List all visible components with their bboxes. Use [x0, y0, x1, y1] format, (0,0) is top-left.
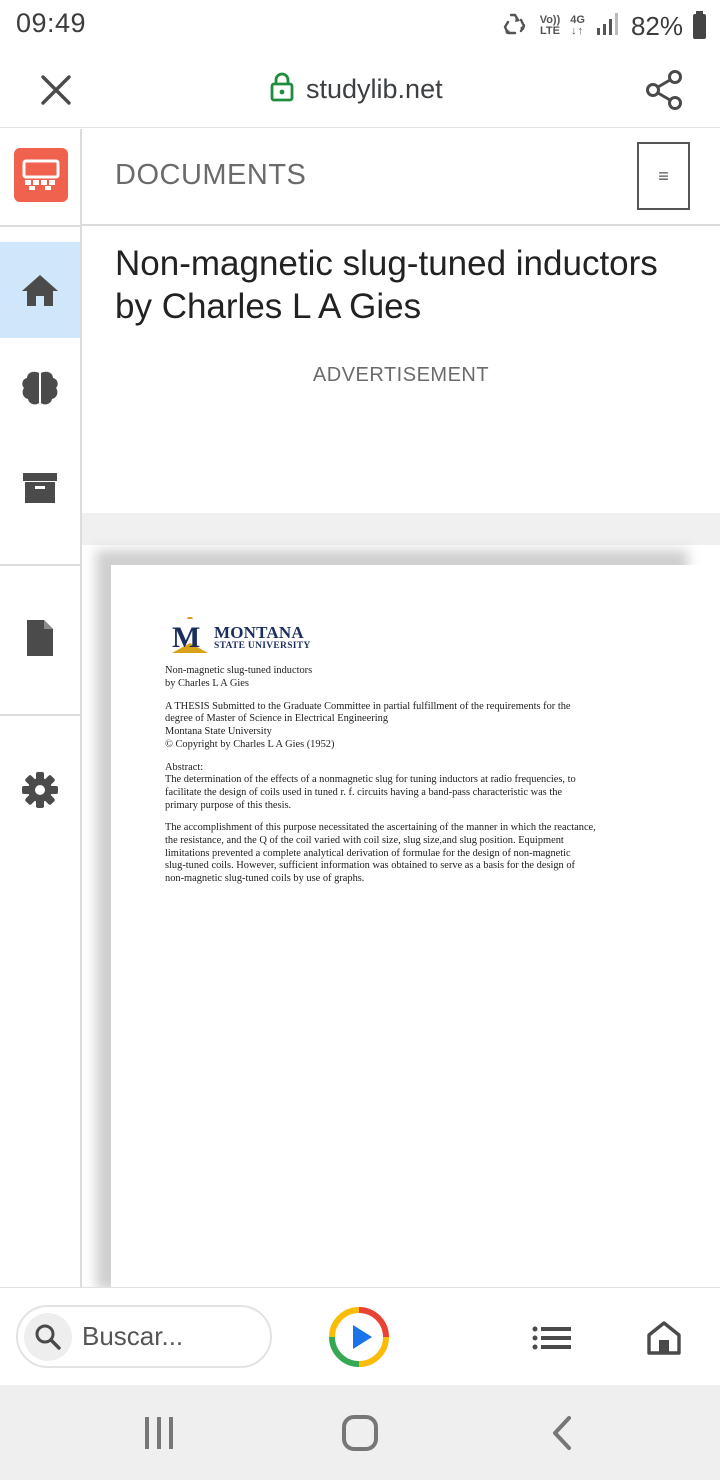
list-button[interactable] — [526, 1312, 578, 1364]
archive-icon — [22, 471, 58, 505]
url-field[interactable] — [270, 72, 443, 107]
play-icon — [328, 1306, 390, 1368]
rail-divider — [0, 225, 80, 227]
preview-line: by Charles L A Gies — [165, 678, 249, 689]
preview-line: primary purpose of this thesis. — [165, 800, 292, 811]
home-circle-icon — [341, 1414, 379, 1452]
close-icon — [40, 74, 72, 106]
document-icon — [25, 619, 55, 657]
lock-icon — [270, 72, 294, 107]
preview-line: non-magnetic slug-tuned coils by use of graphs. — [165, 873, 365, 884]
preview-line: degree of Master of Science in Electrical Engineering — [165, 713, 389, 724]
hamburger-icon: ≡ — [658, 165, 669, 186]
network-4g: 4G ↓↑ — [570, 14, 585, 37]
battery-percent: 82% — [630, 10, 683, 41]
signal-icon — [595, 11, 621, 42]
share-button[interactable] — [640, 66, 688, 114]
rail-divider — [0, 564, 80, 566]
preview-line: Non-magnetic slug-tuned inductors — [165, 665, 313, 676]
browser-toolbar — [0, 52, 720, 128]
rail-item-brain[interactable] — [0, 340, 80, 436]
preview-line: The determination of the effects of a nonmagnetic slug for tuning inductors at radio frequencies, to — [165, 774, 576, 785]
list-icon — [532, 1326, 572, 1350]
preview-line: © Copyright by Charles L A Gies (1952) — [165, 739, 335, 750]
logo-letter: M — [172, 621, 201, 654]
bottom-toolbar — [0, 1287, 720, 1385]
rail-item-archive[interactable] — [0, 440, 80, 536]
brain-icon — [19, 369, 61, 407]
rail-item-settings[interactable] — [0, 742, 80, 838]
preview-line: facilitate the design of coils used in tuned r. f. circuits having a band-pass characteristic was the — [165, 787, 563, 798]
recycle-icon — [502, 12, 530, 41]
status-time: 09:49 — [16, 8, 87, 38]
home-outline-icon — [646, 1320, 682, 1356]
rail-item-home[interactable] — [0, 242, 80, 338]
montana-logo-icon — [167, 617, 213, 655]
menu-button[interactable] — [637, 142, 690, 210]
home-nav-button[interactable] — [330, 1407, 390, 1459]
preview-line: The accomplishment of this purpose necessitated the ascertaining of the manner in which the reactance, — [165, 822, 596, 833]
studylib-logo-icon — [21, 159, 61, 191]
search-bar[interactable] — [16, 1305, 272, 1368]
rail-item-document[interactable] — [0, 590, 80, 686]
document-title: Non-magnetic slug-tuned inductors by Charles L A Gies — [115, 244, 658, 326]
ad-separator — [82, 513, 720, 545]
advertisement-label: ADVERTISEMENT — [312, 364, 490, 386]
status-bar — [0, 0, 720, 52]
back-button[interactable] — [532, 1407, 592, 1459]
back-icon — [549, 1415, 575, 1451]
recents-icon — [142, 1416, 176, 1450]
preview-line: A THESIS Submitted to the Graduate Committee in partial fulfillment of the requirements for the — [165, 701, 571, 712]
gear-icon — [21, 771, 59, 809]
status-icons — [502, 8, 706, 44]
system-nav-bar — [0, 1385, 720, 1480]
network-volte: Vo)) LTE — [539, 14, 561, 37]
logo-name: MONTANA — [214, 623, 304, 642]
close-button[interactable] — [34, 68, 78, 112]
section-label: DOCUMENTS — [115, 159, 307, 191]
preview-line: limitations prevented a complete analytical derivation of formulae for the design of non-magnetic — [165, 848, 571, 859]
home-icon — [20, 272, 60, 308]
preview-line: Abstract: — [165, 762, 204, 773]
preview-line: slug-tuned coils. However, sufficient information was obtained to serve as a basis for the design of — [165, 860, 576, 871]
documents-header — [82, 129, 720, 226]
recents-button[interactable] — [129, 1407, 189, 1459]
preview-line: the resistance, and the Q of the coil varied with coil size, slug size,and slug position. Equipment — [165, 835, 564, 846]
home-button[interactable] — [640, 1312, 688, 1364]
battery-icon — [693, 14, 706, 39]
search-input[interactable] — [82, 1321, 262, 1352]
document-preview-page[interactable] — [111, 565, 720, 1287]
logo-subtitle: STATE UNIVERSITY — [214, 641, 311, 651]
search-icon[interactable] — [24, 1313, 72, 1361]
url-text: studylib.net — [306, 74, 443, 104]
play-button[interactable] — [328, 1306, 390, 1368]
preview-line: Montana State University — [165, 726, 272, 737]
share-icon — [644, 69, 684, 111]
side-rail — [0, 129, 82, 1287]
rail-divider — [0, 714, 80, 716]
studylib-logo[interactable] — [14, 148, 68, 202]
